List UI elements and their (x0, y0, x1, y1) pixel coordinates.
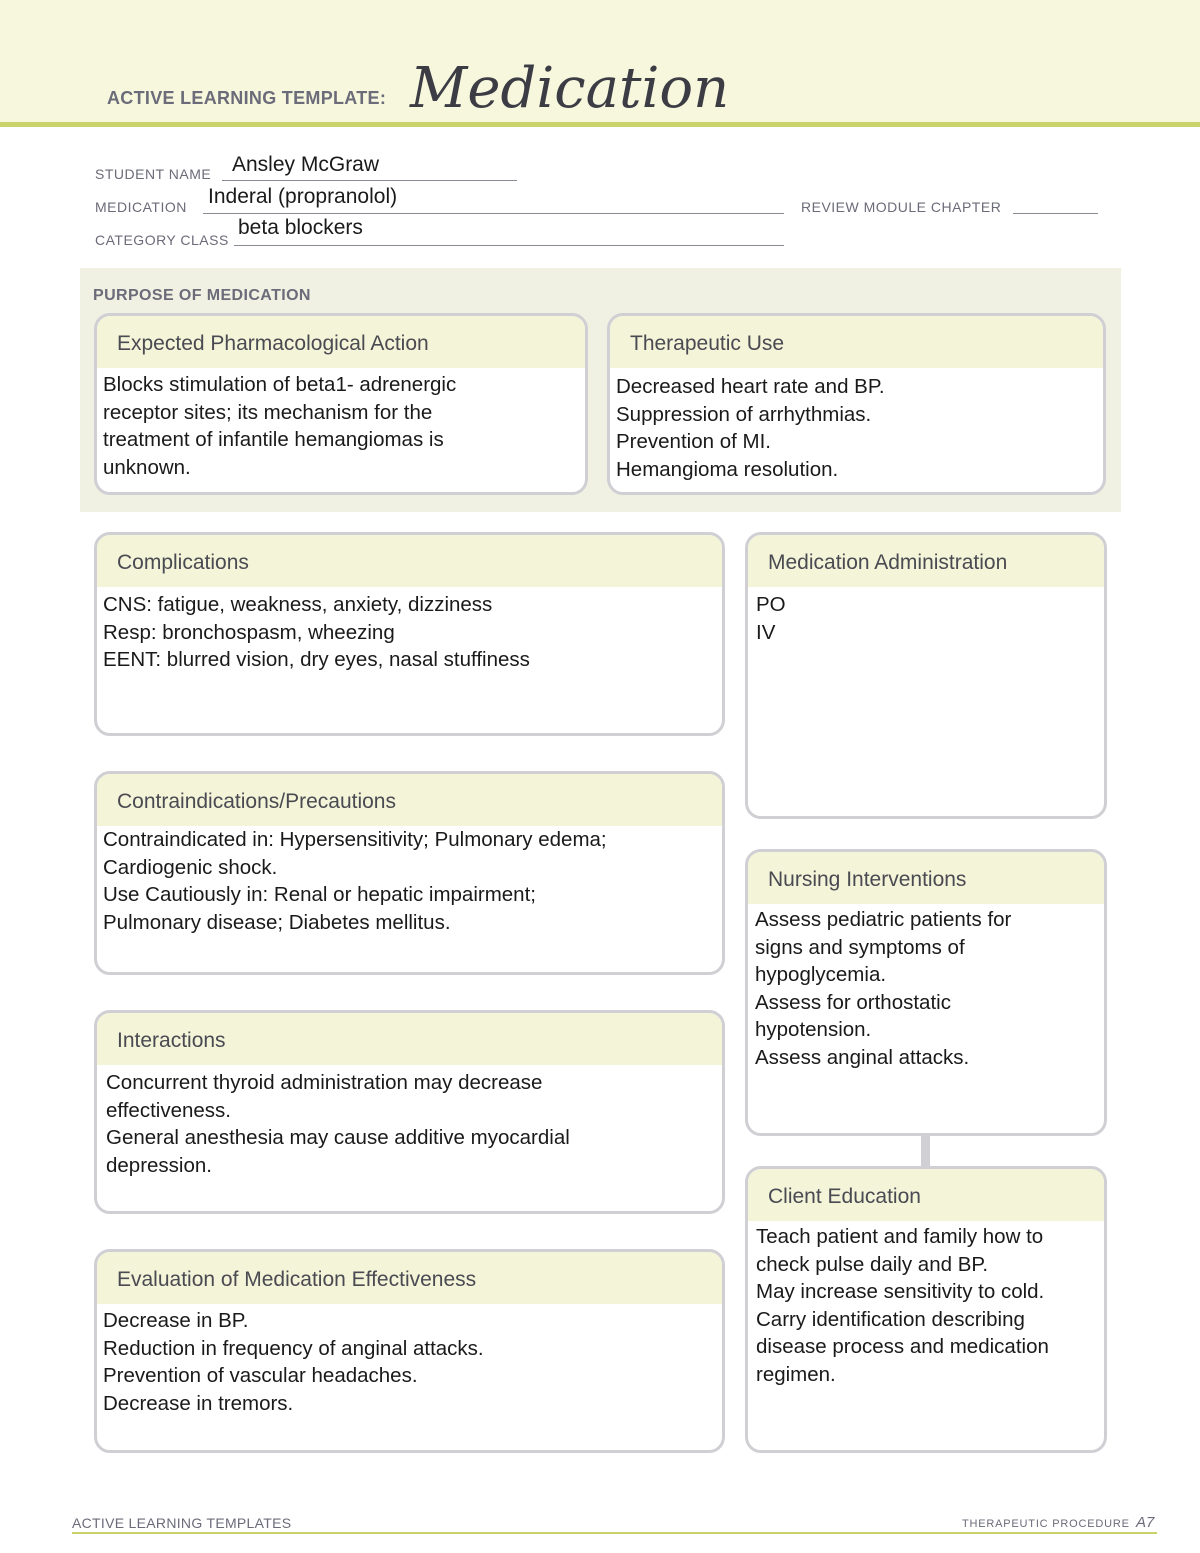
review-module-label: REVIEW MODULE CHAPTER (801, 199, 1002, 215)
template-label: ACTIVE LEARNING TEMPLATE: (107, 88, 387, 108)
text-line: Contraindicated in: Hypersensitivity; Pulmonary edema; (103, 828, 607, 851)
text-line: Prevention of vascular headaches. (103, 1364, 418, 1387)
footer-left-label: ACTIVE LEARNING TEMPLATES (72, 1515, 292, 1531)
text-line: Suppression of arrhythmias. (616, 402, 872, 426)
student-name-field[interactable]: Ansley McGraw (232, 153, 380, 176)
administration-card (745, 532, 1107, 819)
student-name-label: STUDENT NAME (95, 166, 212, 182)
text-line: General anesthesia may cause additive myocardial (106, 1126, 570, 1149)
student-name-underline (222, 180, 517, 181)
purpose-title: PURPOSE OF MEDICATION (93, 287, 311, 304)
text-line: EENT: blurred vision, dry eyes, nasal stuffiness (103, 648, 530, 671)
text-line: signs and symptoms of (755, 935, 965, 959)
card-connector (921, 1134, 930, 1166)
evaluation-text[interactable] (97, 1304, 722, 1417)
category-class-label: CATEGORY CLASS (95, 232, 229, 248)
review-module-underline (1013, 213, 1098, 214)
card-title: Therapeutic Use (610, 316, 1103, 368)
contraindications-text[interactable] (97, 826, 722, 936)
text-line: CNS: fatigue, weakness, anxiety, dizziness (103, 593, 493, 616)
medication-field[interactable]: Inderal (propranolol) (208, 185, 398, 208)
medication-underline (203, 213, 784, 214)
card-title: Evaluation of Medication Effectiveness (97, 1252, 722, 1304)
footer-right-label: THERAPEUTIC PROCEDURE (962, 1518, 1130, 1530)
text-line: check pulse daily and BP. (756, 1252, 989, 1276)
text-line: effectiveness. (106, 1098, 231, 1122)
text-line: Decrease in BP. (103, 1309, 249, 1332)
card-title: Client Education (748, 1169, 1104, 1221)
text-line: May increase sensitivity to cold. (756, 1280, 1045, 1303)
card-title: Medication Administration (748, 535, 1104, 587)
interactions-card (94, 1010, 725, 1214)
category-class-underline (234, 245, 784, 246)
interactions-text[interactable] (97, 1065, 722, 1179)
category-class-field[interactable]: beta blockers (238, 216, 363, 239)
client-education-text[interactable] (748, 1221, 1104, 1388)
text-line: Teach patient and family how to (756, 1225, 1044, 1248)
text-line: unknown. (103, 455, 191, 479)
therapeutic-use-text[interactable] (610, 368, 1103, 483)
card-title: Complications (97, 535, 722, 587)
text-line: IV (756, 620, 776, 644)
text-line: Cardiogenic shock. (103, 855, 278, 879)
therapeutic-use-card (607, 313, 1106, 495)
text-line: Carry identification describing (756, 1307, 1025, 1331)
nursing-interventions-text[interactable] (748, 904, 1104, 1071)
text-line: Pulmonary disease; Diabetes mellitus. (103, 910, 451, 934)
text-line: Decreased heart rate and BP. (616, 375, 885, 398)
footer-divider (72, 1532, 1157, 1534)
text-line: Assess anginal attacks. (755, 1045, 970, 1069)
text-line: Concurrent thyroid administration may decrease (106, 1071, 543, 1094)
text-line: Blocks stimulation of beta1- adrenergic (103, 373, 457, 396)
text-line: treatment of infantile hemangiomas is (103, 428, 444, 451)
text-line: hypoglycemia. (755, 963, 887, 986)
text-line: disease process and medication (756, 1335, 1049, 1358)
client-education-card (745, 1166, 1107, 1453)
card-title: Interactions (97, 1013, 722, 1065)
nursing-interventions-card (745, 849, 1107, 1136)
page-title: Medication (410, 56, 730, 121)
text-line: regimen. (756, 1362, 836, 1386)
text-line: Assess pediatric patients for (755, 908, 1012, 931)
complications-text[interactable] (97, 587, 722, 674)
evaluation-card (94, 1249, 725, 1453)
complications-card (94, 532, 725, 736)
text-line: hypotension. (755, 1018, 872, 1041)
card-title: Expected Pharmacological Action (97, 316, 585, 368)
card-title: Nursing Interventions (748, 852, 1104, 904)
text-line: Use Cautiously in: Renal or hepatic impairment; (103, 883, 536, 906)
text-line: Prevention of MI. (616, 430, 771, 453)
text-line: Resp: bronchospasm, wheezing (103, 620, 395, 644)
text-line: Decrease in tremors. (103, 1391, 294, 1415)
text-line: PO (756, 593, 786, 616)
text-line: depression. (106, 1153, 212, 1177)
expected-action-card (94, 313, 588, 495)
expected-action-text[interactable] (97, 368, 585, 481)
contraindications-card (94, 771, 725, 975)
text-line: receptor sites; its mechanism for the (103, 400, 433, 424)
page-number: A7 (1136, 1514, 1155, 1531)
text-line: Assess for orthostatic (755, 990, 951, 1014)
header-divider (0, 122, 1200, 127)
card-title: Contraindications/Precautions (97, 774, 722, 826)
medication-label: MEDICATION (95, 199, 187, 215)
administration-text[interactable] (748, 587, 1104, 646)
text-line: Reduction in frequency of anginal attacks. (103, 1336, 484, 1360)
text-line: Hemangioma resolution. (616, 457, 839, 481)
